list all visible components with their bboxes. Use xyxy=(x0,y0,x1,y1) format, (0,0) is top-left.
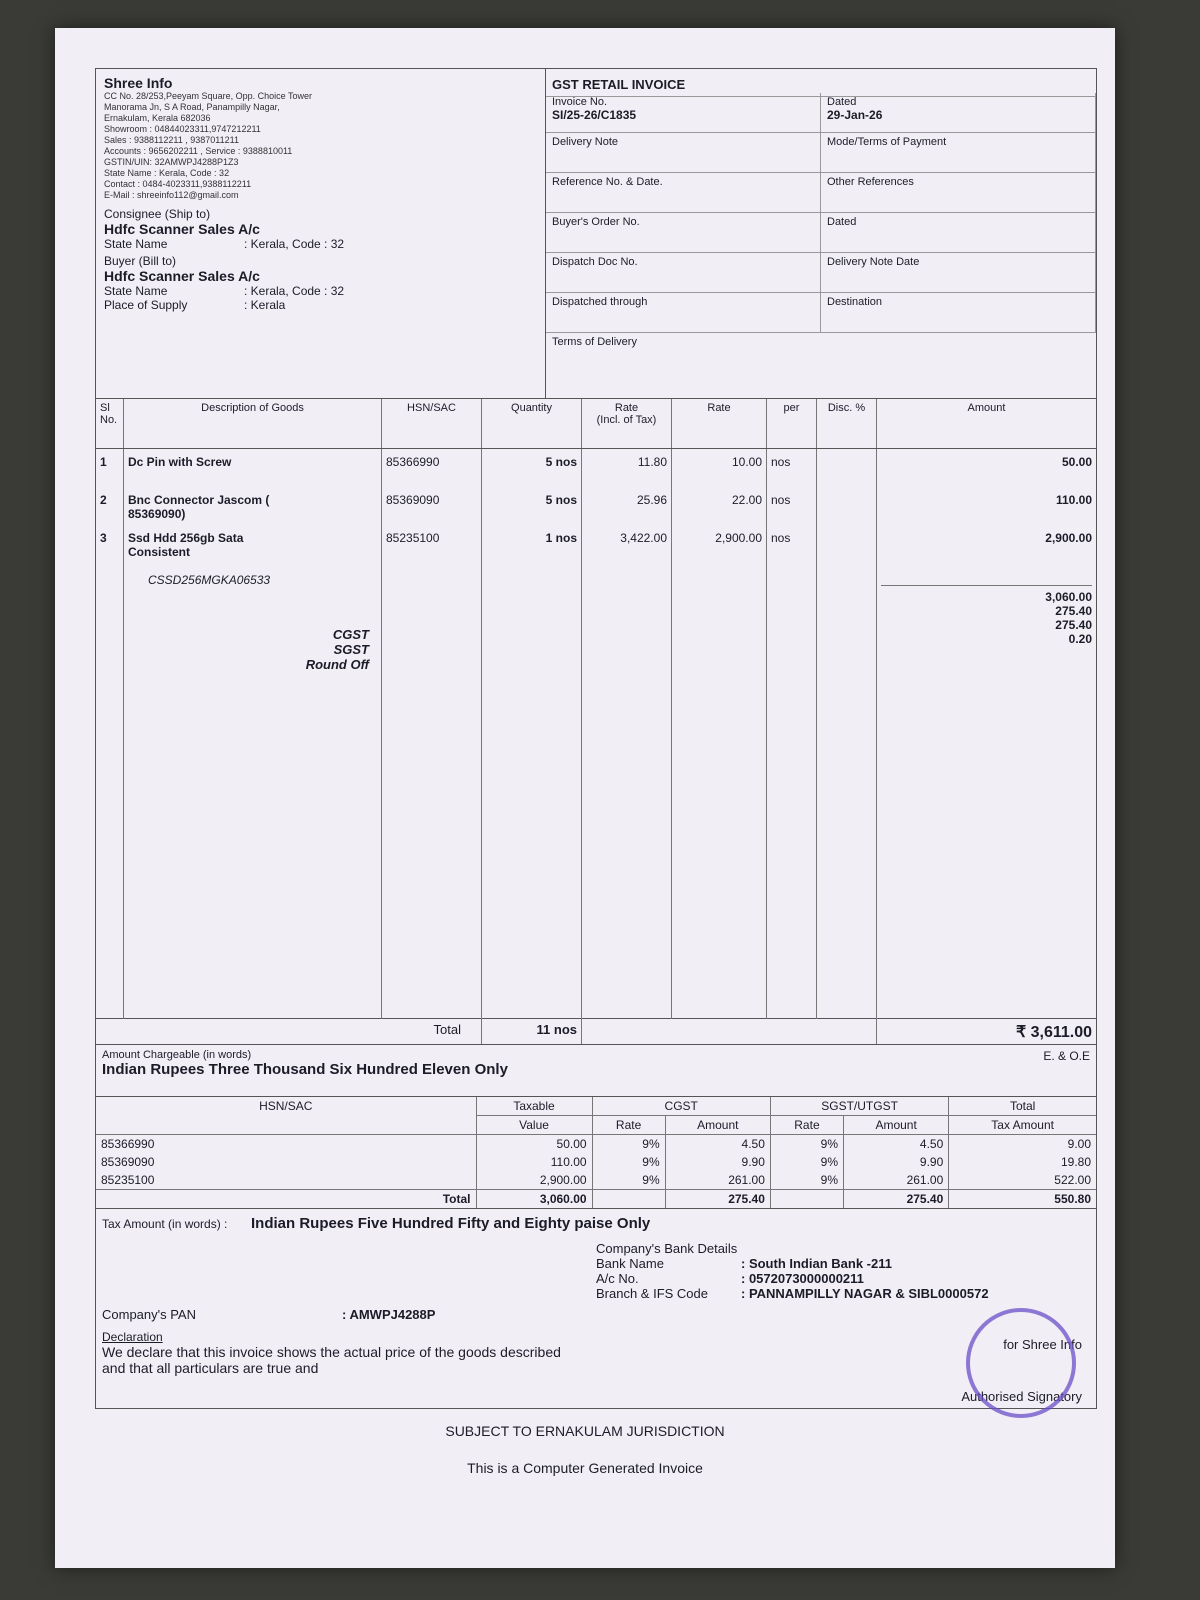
value-header: Value xyxy=(476,1116,592,1135)
bank-ac-row xyxy=(596,1271,989,1286)
tax-s-rate: 9% xyxy=(770,1171,843,1190)
item-sl: 1 xyxy=(100,455,107,469)
rate-incl-label: Rate xyxy=(614,402,639,414)
sl-column xyxy=(96,449,124,1019)
tax-words-label: Tax Amount (in words) : xyxy=(102,1217,228,1231)
reference-cell: Reference No. & Date. xyxy=(546,173,821,213)
bank-name-label: Bank Name xyxy=(596,1256,664,1271)
qty-header: Quantity xyxy=(482,399,582,448)
invoice-footer xyxy=(96,1208,1096,1408)
bank-ac-label: A/c No. xyxy=(596,1271,639,1286)
tax-s-amt: 4.50 xyxy=(844,1135,949,1154)
tax-total: 522.00 xyxy=(1054,1173,1091,1187)
item-amount: 2,900.00 xyxy=(1045,531,1092,545)
destination-cell: Destination xyxy=(821,293,1096,333)
seller-address xyxy=(104,91,537,201)
tax-c-amt: 4.50 xyxy=(665,1135,770,1154)
tax-c-rate: 9% xyxy=(592,1171,665,1190)
desc-line: 85369090) xyxy=(128,507,186,521)
tax-s-amt: 261.00 xyxy=(844,1171,949,1190)
rate-column xyxy=(672,449,767,1019)
item-amount: 110.00 xyxy=(1055,493,1092,507)
invoice-no: SI/25-26/C1835 xyxy=(552,108,637,122)
item-qty: 5 nos xyxy=(545,493,577,507)
other-refs-cell: Other References xyxy=(821,173,1096,213)
item-per: nos xyxy=(771,493,791,507)
pan-label: Company's PAN xyxy=(102,1307,196,1322)
cgst-amount-header: Amount xyxy=(665,1116,770,1135)
address-line: Sales : 9388112211 , 9387011211 xyxy=(104,135,239,145)
tax-row xyxy=(96,1171,1096,1190)
item-rate-incl: 3,422.00 xyxy=(620,531,667,545)
pan-row xyxy=(102,1307,582,1322)
cgst-rate-header: Rate xyxy=(592,1116,665,1135)
taxable-header: Taxable xyxy=(476,1097,592,1116)
pos-value: : Kerala xyxy=(244,298,286,312)
item-hsn: 85235100 xyxy=(386,531,440,545)
seller-name: Shree Info xyxy=(104,75,173,91)
tax-s-rate: 9% xyxy=(770,1153,843,1171)
tax-c-amt: 261.00 xyxy=(665,1171,770,1190)
address-line: Contact : 0484-4023311,9388112211 xyxy=(104,179,252,189)
tax-hsn: 85235100 xyxy=(96,1171,476,1190)
address-line: E-Mail : shreeinfo112@gmail.com xyxy=(104,190,239,200)
desc-line: Consistent xyxy=(128,545,191,559)
address-line: Manorama Jn, S A Road, Panampilly Nagar, xyxy=(104,102,280,112)
tax-total: 19.80 xyxy=(1060,1155,1091,1169)
cgst-header: CGST xyxy=(592,1097,770,1116)
address-line: GSTIN/UIN: 32AMWPJ4288P1Z3 xyxy=(104,157,239,167)
tax-labels xyxy=(128,627,377,672)
rate-incl-sub: (Incl. of Tax) xyxy=(596,414,657,426)
item-desc xyxy=(128,493,377,531)
buyer-name: Hdfc Scanner Sales A/c xyxy=(104,268,260,284)
tax-row xyxy=(96,1153,1096,1171)
item-desc xyxy=(128,531,377,569)
cgst-label: CGST xyxy=(332,627,369,642)
desc-line: Dc Pin with Screw xyxy=(128,455,232,469)
invoice-meta xyxy=(546,69,1096,398)
address-line: Showroom : 04844023311,9747212211 xyxy=(104,124,261,134)
tax-words: Indian Rupees Five Hundred Fifty and Eighty paise Only xyxy=(251,1215,651,1232)
document-title: GST RETAIL INVOICE xyxy=(546,73,1096,97)
delivery-note-date-cell: Delivery Note Date xyxy=(821,253,1096,293)
dated-value: 29-Jan-26 xyxy=(827,108,883,122)
total-qty: 11 nos xyxy=(482,1019,582,1044)
bank-name-row xyxy=(596,1256,989,1271)
state-value: : Kerala, Code : 32 xyxy=(244,237,345,251)
desc-column xyxy=(124,449,382,1019)
desc-line: Bnc Connector Jascom ( xyxy=(128,493,270,507)
totals-row xyxy=(96,1019,1096,1045)
sgst-header: SGST/UTGST xyxy=(770,1097,948,1116)
address-line: CC No. 28/253,Peeyam Square, Opp. Choice Tower xyxy=(104,91,312,101)
item-sl: 2 xyxy=(100,493,107,507)
tax-hsn-header: HSN/SAC xyxy=(96,1097,476,1135)
address-line: State Name : Kerala, Code : 32 xyxy=(104,168,230,178)
consignee-state xyxy=(104,237,537,251)
items-body xyxy=(96,449,1096,1019)
bank-branch-value: : PANNAMPILLY NAGAR & SIBL0000572 xyxy=(741,1286,989,1301)
grand-total: ₹ 3,611.00 xyxy=(1015,1024,1092,1041)
tax-total-label: Total xyxy=(96,1190,476,1209)
tax-total-row xyxy=(96,1190,1096,1209)
tax-hsn: 85369090 xyxy=(96,1153,476,1171)
tax-taxable: 110.00 xyxy=(476,1153,592,1171)
disc-header: Disc. % xyxy=(817,399,877,448)
bank-details xyxy=(596,1241,989,1301)
sl-header xyxy=(96,399,124,448)
item-rate-incl: 11.80 xyxy=(637,455,667,469)
hsn-column xyxy=(382,449,482,1019)
terms-delivery-cell: Terms of Delivery xyxy=(552,336,637,348)
meta-grid xyxy=(546,93,1096,393)
items-table xyxy=(96,399,1096,1019)
hsn-header: HSN/SAC xyxy=(382,399,482,448)
declaration-label: Declaration xyxy=(102,1330,163,1344)
subtotal: 3,060.00 xyxy=(881,585,1092,604)
authorised-signatory: Authorised Signatory xyxy=(961,1389,1082,1404)
item-qty: 5 nos xyxy=(545,455,577,469)
tax-total-amount: 550.80 xyxy=(1054,1192,1091,1206)
jurisdiction: SUBJECT TO ERNAKULAM JURISDICTION xyxy=(445,1423,725,1439)
sgst-amount-header: Amount xyxy=(844,1116,949,1135)
consignee-name: Hdfc Scanner Sales A/c xyxy=(104,221,260,237)
tax-summary-table xyxy=(96,1097,1096,1208)
for-company: for Shree Info xyxy=(1003,1337,1082,1352)
no-label: No. xyxy=(100,414,118,426)
sgst-label: SGST xyxy=(333,642,369,657)
per-header: per xyxy=(767,399,817,448)
invoice-header xyxy=(96,69,1096,399)
address-line: Ernakulam, Kerala 682036 xyxy=(104,113,211,123)
declaration-text: We declare that this invoice shows the actual price of the goods described and that all particulars are true and xyxy=(102,1344,561,1376)
sgst-rate-header: Rate xyxy=(770,1116,843,1135)
bank-name-value: : South Indian Bank -211 xyxy=(741,1256,892,1271)
tax-hsn: 85366990 xyxy=(96,1135,476,1154)
item-qty: 1 nos xyxy=(545,531,577,545)
rate-header: Rate xyxy=(672,399,767,448)
amount-column xyxy=(877,449,1096,1019)
item-amount: 50.00 xyxy=(1061,455,1092,469)
disc-column xyxy=(817,449,877,1019)
buyer-state xyxy=(104,284,537,298)
dated-label: Dated xyxy=(827,96,857,108)
invoice-no-label: Invoice No. xyxy=(552,96,608,108)
item-rate-incl: 25.96 xyxy=(636,493,667,507)
amount-words: Indian Rupees Three Thousand Six Hundred Eleven Only xyxy=(102,1061,508,1078)
tax-amount-header: Tax Amount xyxy=(949,1116,1096,1135)
item-per: nos xyxy=(771,531,791,545)
amount-header: Amount xyxy=(967,402,1006,414)
seller-block xyxy=(96,69,546,398)
eoe: E. & O.E xyxy=(1043,1049,1090,1063)
desc-header: Description of Goods xyxy=(124,399,382,448)
invoice xyxy=(95,68,1097,1409)
buyers-order-cell: Buyer's Order No. xyxy=(546,213,821,253)
tax-c-rate: 9% xyxy=(592,1135,665,1154)
cgst-amount: 275.40 xyxy=(1055,604,1092,618)
item-rate: 10.00 xyxy=(731,455,762,469)
bank-branch-label: Branch & IFS Code xyxy=(596,1286,708,1301)
item-rate: 2,900.00 xyxy=(715,531,762,545)
pos-label: Place of Supply xyxy=(104,298,188,312)
pan-value: : AMWPJ4288P xyxy=(342,1307,436,1322)
tax-total-cgst: 275.40 xyxy=(665,1190,770,1209)
consignee-label: Consignee (Ship to) xyxy=(104,207,211,221)
totals-spacer xyxy=(582,1019,877,1044)
tax-taxable: 2,900.00 xyxy=(476,1171,592,1190)
item-rate: 22.00 xyxy=(731,493,762,507)
item-hsn: 85366990 xyxy=(386,455,440,469)
items-header xyxy=(96,399,1096,449)
item-sl: 3 xyxy=(100,531,107,545)
tax-row xyxy=(96,1135,1096,1154)
amount-in-words xyxy=(96,1045,1096,1097)
state-label: State Name xyxy=(104,284,168,298)
round-off-label: Round Off xyxy=(305,657,369,672)
address-line: Accounts : 9656202211 , Service : 9388810011 xyxy=(104,146,293,156)
item-desc xyxy=(128,455,377,493)
computer-generated-note: This is a Computer Generated Invoice xyxy=(467,1460,703,1476)
invoice-paper xyxy=(55,28,1115,1568)
state-value: : Kerala, Code : 32 xyxy=(244,284,345,298)
tax-total-c-rate xyxy=(592,1190,665,1209)
tax-s-amt: 9.90 xyxy=(844,1153,949,1171)
place-of-supply xyxy=(104,298,537,312)
mode-terms-cell: Mode/Terms of Payment xyxy=(821,133,1096,173)
rate-incl-column xyxy=(582,449,672,1019)
serial-number: CSSD256MGKA06533 xyxy=(148,573,271,587)
company-stamp xyxy=(966,1308,1076,1418)
total-label: Total xyxy=(96,1019,482,1044)
tax-taxable: 50.00 xyxy=(476,1135,592,1154)
invoice-no-cell xyxy=(546,93,821,133)
item-hsn: 85369090 xyxy=(386,493,440,507)
state-label: State Name xyxy=(104,237,168,251)
buyer-label: Buyer (Bill to) xyxy=(104,254,177,268)
dated2-cell: Dated xyxy=(821,213,1096,253)
tax-total-sgst: 275.40 xyxy=(844,1190,949,1209)
tax-total-taxable: 3,060.00 xyxy=(476,1190,592,1209)
qty-column xyxy=(482,449,582,1019)
desc-line: Ssd Hdd 256gb Sata xyxy=(128,531,244,545)
bank-title: Company's Bank Details xyxy=(596,1241,738,1256)
per-column xyxy=(767,449,817,1019)
tax-c-rate: 9% xyxy=(592,1153,665,1171)
dispatched-through-cell: Dispatched through xyxy=(546,293,821,333)
tax-total: 9.00 xyxy=(1067,1137,1091,1151)
tax-total-s-rate xyxy=(770,1190,843,1209)
round-off-amount: 0.20 xyxy=(1068,632,1092,646)
tax-words-row xyxy=(102,1215,1090,1232)
dispatch-doc-cell: Dispatch Doc No. xyxy=(546,253,821,293)
tax-s-rate: 9% xyxy=(770,1135,843,1154)
bank-branch-row xyxy=(596,1286,989,1301)
dated-cell xyxy=(821,93,1096,133)
delivery-note-cell: Delivery Note xyxy=(546,133,821,173)
amount-words-label: Amount Chargeable (in words) xyxy=(102,1049,252,1061)
item-per: nos xyxy=(771,455,791,469)
rate-incl-header xyxy=(582,399,672,448)
tax-c-amt: 9.90 xyxy=(665,1153,770,1171)
tax-header-row-1 xyxy=(96,1097,1096,1116)
total-tax-header: Total xyxy=(949,1097,1096,1116)
bank-ac-value: : 0572073000000211 xyxy=(741,1271,864,1286)
pan-declaration xyxy=(102,1307,582,1376)
sl-label: Sl xyxy=(100,402,110,414)
sgst-amount: 275.40 xyxy=(1055,618,1092,632)
